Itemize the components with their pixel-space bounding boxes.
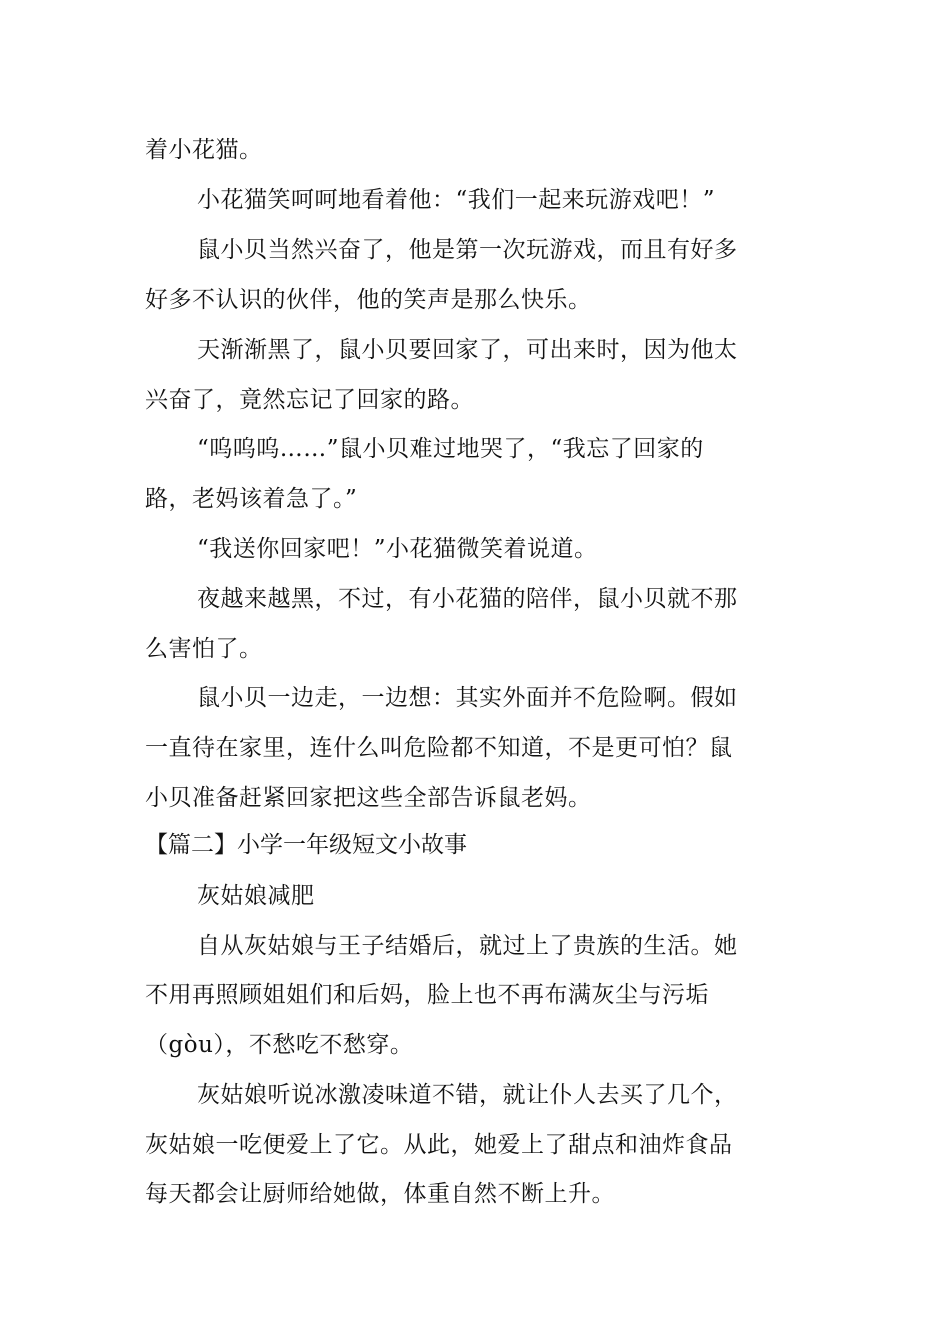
text-line: 每天都会让厨师给她做，体重自然不断上升。 — [145, 1181, 615, 1207]
text-line: 天渐渐黑了，鼠小贝要回家了，可出来时，因为他太 — [197, 337, 738, 363]
story-title: 灰姑娘减肥 — [197, 883, 315, 909]
text-line: 夜越来越黑，不过，有小花猫的陪伴，鼠小贝就不那 — [197, 586, 738, 612]
text-line: 鼠小贝一边走，一边想：其实外面并不危险啊。假如 — [197, 685, 738, 711]
text-line: 灰姑娘一吃便爱上了它。从此，她爱上了甜点和油炸食品 — [145, 1132, 733, 1158]
text-line: 一直待在家里，连什么叫危险都不知道，不是更可怕？鼠 — [145, 735, 733, 761]
text-line: 灰姑娘听说冰激凌味道不错，就让仆人去买了几个， — [197, 1082, 738, 1108]
text-line: “我送你回家吧！”小花猫微笑着说道。 — [197, 536, 598, 562]
text-line: 小花猫笑呵呵地看着他：“我们一起来玩游戏吧！” — [197, 187, 716, 213]
text-line: 不用再照顾姐姐们和后妈，脸上也不再布满灰尘与污垢 — [145, 982, 709, 1008]
text-line: 自从灰姑娘与王子结婚后，就过上了贵族的生活。她 — [197, 933, 738, 959]
text-line: 鼠小贝当然兴奋了，他是第一次玩游戏，而且有好多 — [197, 237, 738, 263]
text-line: 小贝准备赶紧回家把这些全部告诉鼠老妈。 — [145, 785, 592, 811]
text-line: 兴奋了，竟然忘记了回家的路。 — [145, 387, 474, 413]
text-line: 路，老妈该着急了。” — [145, 486, 358, 512]
section-heading: 【篇二】小学一年级短文小故事 — [145, 832, 467, 858]
text-line: 么害怕了。 — [145, 636, 263, 662]
text-line: “呜呜呜……”鼠小贝难过地哭了，“我忘了回家的 — [197, 436, 704, 462]
text-line: 好多不认识的伙伴，他的笑声是那么快乐。 — [145, 287, 592, 313]
text-line: （gòu），不愁吃不愁穿。 — [145, 1032, 414, 1058]
text-line: 着小花猫。 — [145, 137, 263, 163]
